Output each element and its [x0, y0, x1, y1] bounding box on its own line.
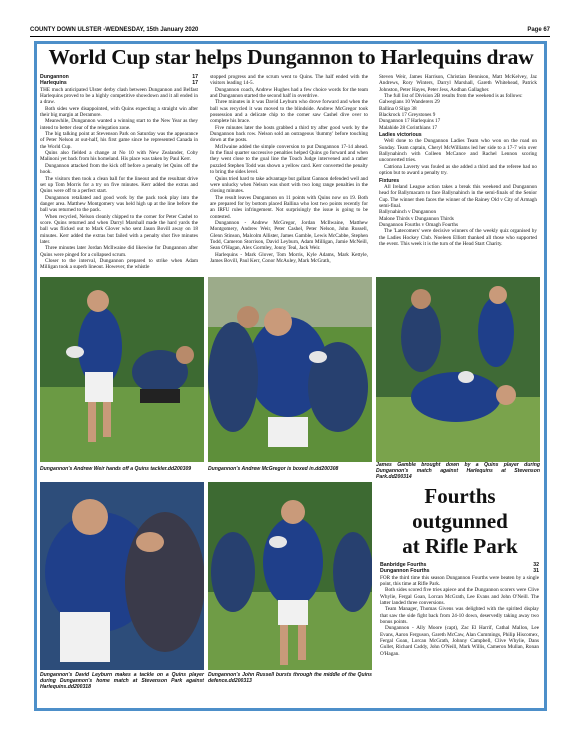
headline: World Cup star helps Dungannon to Harlequins draw: [48, 45, 534, 69]
team-name: Banbridge Fourths: [380, 562, 427, 568]
subheading: Ladies victorious: [379, 132, 422, 139]
rugby-photo-5: [208, 482, 372, 670]
subheading: Fixtures: [379, 177, 400, 184]
result-line: Blackrock 17 Greystones 9: [379, 112, 436, 119]
team-name: Dungannon Fourths: [380, 568, 430, 575]
side-story-headline: [380, 484, 540, 559]
paragraph: THE much anticipated Ulster derby clash between Dungannon and Belfast Harlequins proved to be a highly competitive showdown and it all ended in a draw.: [40, 86, 198, 106]
headline-line: outgunned: [412, 509, 508, 533]
paragraph: Three minutes in it was David Leyburn who drove forward and when the ball was recycled it was moved to the blindside. Andrew McGregor took possession and a delicate chip to the corner saw Cashel dive over to complete his brace.: [210, 99, 368, 125]
headline-line: at Rifle Park: [402, 534, 518, 558]
paragraph: stopped progress and the scrum went to Quins. The half ended with the visitors leading 14-5.: [210, 74, 368, 87]
paragraph: McIlwaine added the simple conversion to put Dungannon 17-14 ahead. In the final quarter successive penalties helped Quins go forward and when they went close to the goal line the Touch Judge intervened and a rather puzzled Stephen Todd was shown a yellow card. Kerr converted the penalty to bring the sides level.: [210, 143, 368, 176]
team-score: 17: [192, 80, 198, 87]
rugby-photo-1: [40, 277, 204, 462]
paragraph: Well done to the Dungannon Ladies Team who won on the road on Sunday. Team captain, Cheryl McWilliams led her side to a 17-7 win over Ballynahinch with Colleen McCance and Rachel Lennon scoring unconverted tries.: [379, 138, 537, 164]
text-column-2: [210, 74, 368, 276]
photo-illustration: [208, 482, 372, 670]
fixture-line: Ballynahinch v Dungannon: [379, 209, 437, 216]
page-number: Page 67: [527, 27, 550, 33]
paragraph: Dungannon coach, Andrew Hughes had a few choice words for the team and Dungannon started the second half in overdrive.: [210, 86, 368, 100]
photo-caption-5: Dungannon's John Russell bursts through the middle of the Quins defence.dd200313: [208, 672, 372, 685]
paragraph: The visitors then took a clean ball for the lineout and the resultant drive set up Tom Morris for a try on five minutes. Kerr added the extras and Quins were off to a perfect start.: [40, 175, 198, 195]
fixture-line: Dungannon Fourths v Omagh Fourths: [379, 221, 458, 228]
fixture-line: Malone Thirds v Dungannon Thirds: [379, 215, 454, 222]
paragraph: The result leaves Dungannon on 11 points with Quins now on 19. Both are prepared for by bottom placed Ballina who lost two points recently for an IRFU rules infringement. Not surprisingly the issue is going to be contested.: [210, 194, 368, 220]
publication-line: COUNTY DOWN ULSTER -WEDNESDAY, 15th January 2020: [30, 27, 199, 33]
photo-illustration: [40, 482, 204, 670]
side-story-text: [380, 562, 539, 708]
team-name: Harlequins: [40, 80, 67, 87]
text-column-3: [379, 74, 537, 276]
rugby-photo-2: [208, 277, 372, 462]
paragraph: Harlequins - Mark Glover, Tom Morris, Kyle Adams, Mark Kettyle, James Bovill, Paul Kerr, Conor McAuley, Mark McGrath,: [210, 251, 368, 264]
photo-illustration: [40, 277, 204, 462]
result-line: Ballina 0 Sligo 38: [379, 105, 417, 112]
team-score: 32: [533, 562, 539, 568]
paragraph: Dungannon - Andrew McGregor, Jordan McIlwaine, Matthew Montgomery, Andrew Weir, Peter Cashel, Peter Nelson, John Russell, Glenn Stinson, Malcolm Allister, James Gamble, Lewis McCabbe, Stephen Todd, Cameron Storrison, David Leyburn, Adam Milligan, Jamie McNeill, Sean O'Hagan, Alex Gormley, Jonny Teal, Jack Weir.: [210, 219, 368, 252]
result-line: Galwegians 10 Wanderers 29: [379, 99, 440, 106]
photo-caption-2: Dungannon's Andrew McGregor is boxed in.dd200308: [208, 466, 339, 472]
paragraph: The full list of Division 2B results from the weekend is as follows:: [384, 93, 523, 100]
paragraph: Closer to the interval, Dungannon prepared to strike when Adam Milligan took a superb lineout. However, the whistle: [40, 257, 198, 271]
page-header: [30, 27, 550, 37]
paragraph: Dungannon retaliated and good work by the pack took play into the danger area. Matthew Montgomery was held high up at the line before the ball was returned to the pack.: [40, 194, 198, 214]
result-line: Dungannon 17 Harlequins 17: [379, 118, 441, 125]
photo-caption-4: Dungannon's David Leyburn makes a tackle on a Quins player during Dungannon's home match at Stevenson Park against Harlequins.dd200318: [40, 672, 204, 691]
team-name: Dungannon: [40, 74, 69, 80]
paragraph: FOR the third time this season Dungannon Fourths were beaten by a single point, this time at Rifle Park.: [380, 574, 539, 588]
paragraph: Quins tried hard to take advantage but gallant Gannon defended well and were unlucky when Nelson was short with two long range penalties in the closing minutes.: [210, 175, 368, 195]
header-rule: [30, 36, 550, 37]
photo-illustration: [208, 277, 372, 462]
paragraph: Three minutes later Jordan McIlwaine did likewise for Dungannon after Quins were pinged for a collapsed scrum.: [40, 245, 198, 258]
paragraph: Catriona Laverty was fouled as she added a third and the referee had no option but to award a penalty try.: [379, 163, 537, 177]
paragraph: Meanwhile, Dungannon wanted a winning start to the New Year as they intend to better clear of the relegation zone.: [40, 118, 198, 131]
photo-caption-1: Dungannon's Andrew Weir hands off a Quins tackler.dd200309: [40, 466, 192, 472]
paragraph: When recycled, Nelson cleanly chipped to the corner for Peter Cashel to score. Quins returned and when Darryl Marshall made the hard yards the ball was flicked out to Mark Glover who sent Jason Bovill away on 18 minutes. Kerr added the extras but failed with a penalty shot five minutes later.: [40, 213, 198, 245]
rugby-photo-3: [376, 277, 540, 462]
paragraph: Both sides were disappointed, with Quins expecting a straight win after their big margin at Deramore.: [40, 105, 198, 119]
paragraph: The 'Latecomers' were decisive winners of the weekly quiz organised by the Ladies Hockey Club. Noeleen Elliott thanked all those who supported the event. This week it is the turn of the Head Start Charity.: [379, 228, 537, 247]
paragraph: Quins also fielded a change at No 10 with New Zealander, Coby Malinoni yet back from his homeland. His place was taken by Paul Kerr.: [40, 150, 198, 163]
paragraph: Dungannon attacked from the kick off before a penalty let Quins off the hook.: [40, 162, 198, 176]
text-column-1: [40, 74, 198, 276]
team-score: 31: [533, 568, 539, 575]
photo-illustration: [376, 277, 540, 462]
team-score: 17: [192, 74, 198, 80]
paragraph: The big talking point at Stevenson Park on Saturday was the appearance of Peter Nelson at out-half, his first game since he represented Canada in the World Cup.: [40, 131, 198, 150]
paragraph: Team Manager, Thomas Givens was delighted with the spirited display that saw the side fight back from 24-10 down, deservedly taking away two bonus points.: [380, 606, 539, 626]
result-line: Malahide 28 Corinthians 17: [379, 124, 438, 131]
headline-line: Fourths: [424, 484, 496, 508]
paragraph: Steven Weir, James Harrison, Christian Bennison, Matt McKelvey, Jaz Andrews, Rory Winters, Darryl Marshall, Gareth Whitehead, Patrick Johnston, Peter Hayes, Peter Jess, Aodhan Gallagher.: [379, 74, 537, 93]
paragraph: Both sides scored five tries apiece and the Dungannon scorers were Clive Whylie, Fergal Goan, Lorcan McGrath, Lee Evans and John O'Neill. The latter landed three conversions.: [380, 587, 539, 607]
paragraph: Five minutes later the hosts grabbed a third try after good work by the Dungannon back row. Nelson sold an outrageous 'dummy' before touching down at the posts.: [210, 124, 368, 144]
rugby-photo-4: [40, 482, 204, 670]
paragraph: Dungannon - Ally Moore (capt), Zac El Harrif, Cathal Mallon, Lee Evans, Aaron Ferguson, Gareth McCaw, Alan Cummings, Philip Hiscomex, Fergal Goan, Lorcan McGrath, Johnny Campbell, Clive Whylie, Dans Gullet, Richard Caddy, John O'Neill, Mark Willis, Cameron Mullan, Ronan O'Hagan.: [380, 625, 539, 657]
paragraph: All Ireland League action takes a break this weekend and Dungannon head for Ballymacarn to face Ballynahinch in the semi-finals of the Senior Cup. The winner then faces the winner of the Rainey Old v City of Armagh semi-final.: [379, 183, 537, 209]
photo-caption-3: James Gamble brought down by a Quins player during Dungannon's match against Harlequins at Stevenson Park.dd200314: [376, 462, 540, 481]
